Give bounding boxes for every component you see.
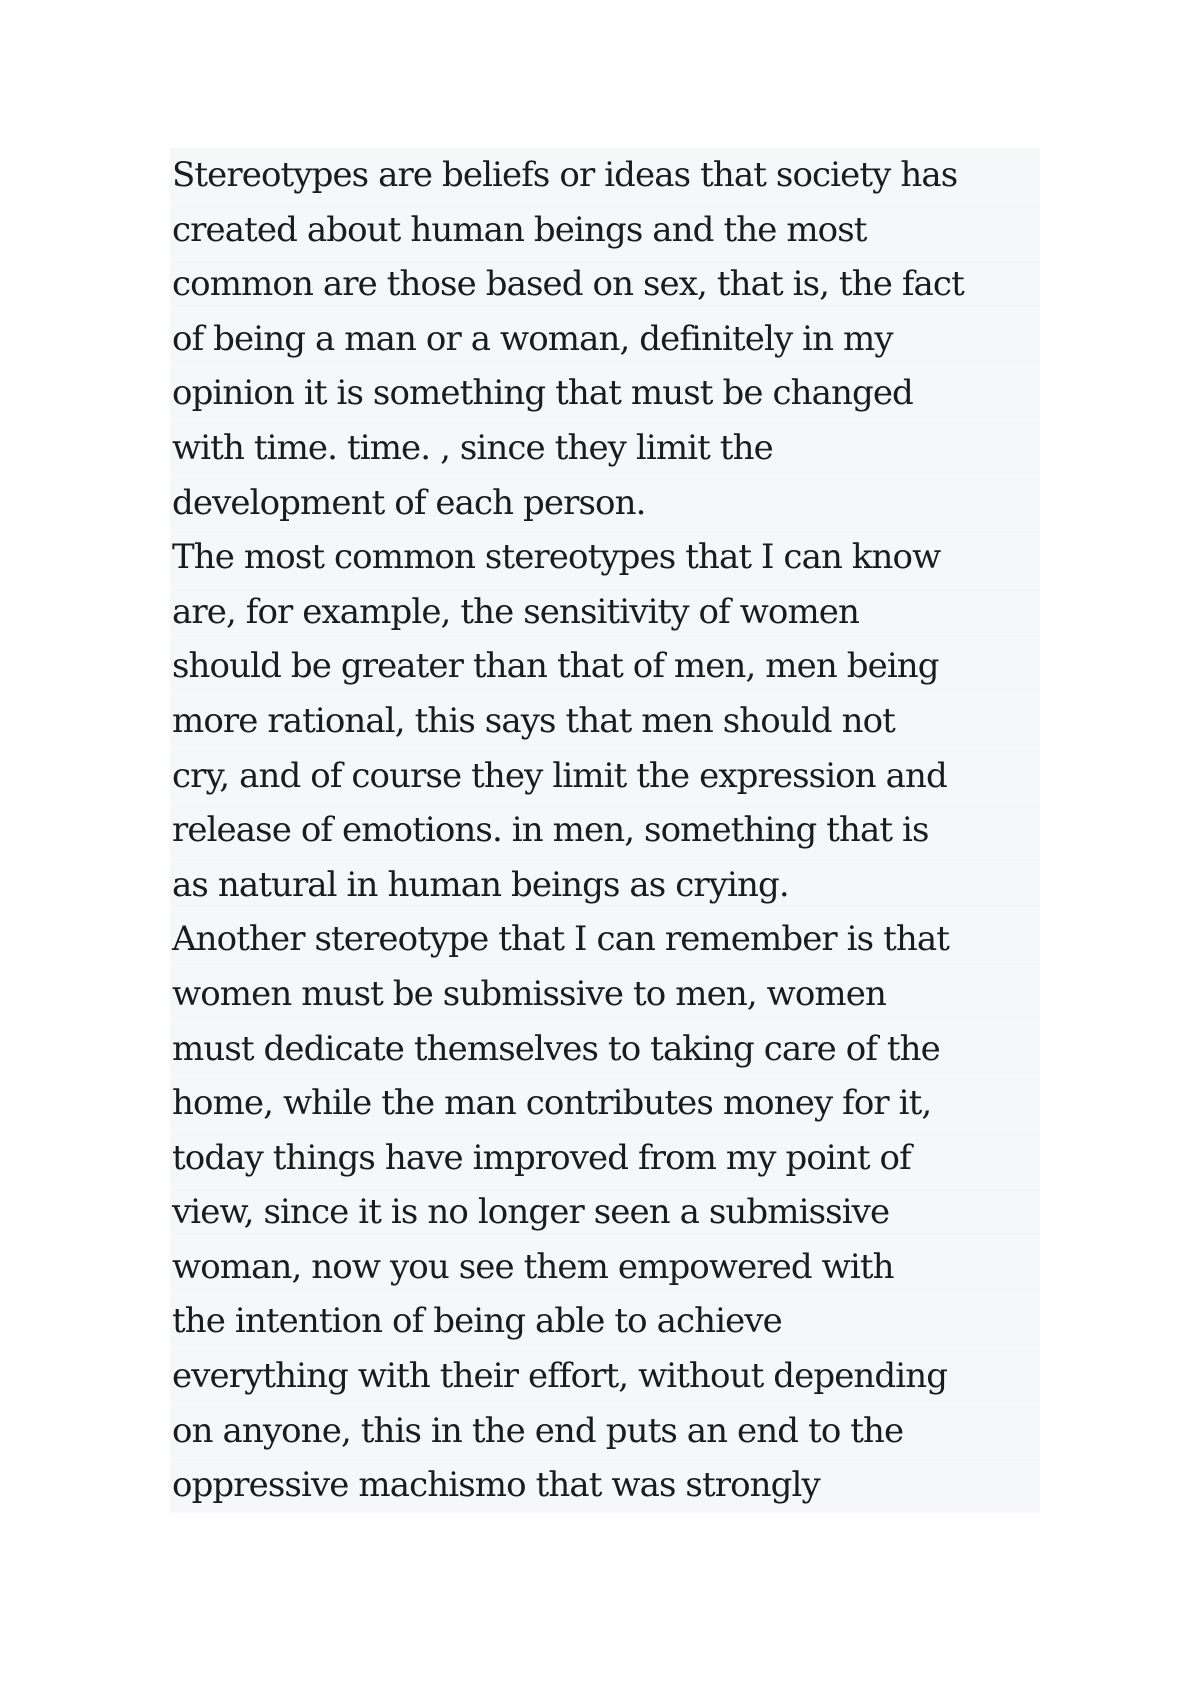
- text-line: of being a man or a woman, definitely in my: [170, 312, 1040, 367]
- text-line: everything with their effort, without depending: [170, 1349, 1040, 1404]
- text-line: created about human beings and the most: [170, 203, 1040, 258]
- text-line: woman, now you see them empowered with: [170, 1240, 1040, 1295]
- text-line: home, while the man contributes money for it,: [170, 1076, 1040, 1131]
- text-line: must dedicate themselves to taking care of the: [170, 1022, 1040, 1077]
- text-line: with time. time. , since they limit the: [170, 421, 1040, 476]
- text-line: are, for example, the sensitivity of women: [170, 585, 1040, 640]
- text-line: view, since it is no longer seen a submissive: [170, 1185, 1040, 1240]
- text-line: on anyone, this in the end puts an end to the: [170, 1404, 1040, 1459]
- text-line: more rational, this says that men should not: [170, 694, 1040, 749]
- text-line: Another stereotype that I can remember is that: [170, 912, 1040, 967]
- text-line: women must be submissive to men, women: [170, 967, 1040, 1022]
- text-line: Stereotypes are beliefs or ideas that society has: [170, 148, 1040, 203]
- text-line: oppressive machismo that was strongly: [170, 1458, 1040, 1513]
- text-line: opinion it is something that must be changed: [170, 366, 1040, 421]
- text-line: The most common stereotypes that I can know: [170, 530, 1040, 585]
- text-line: the intention of being able to achieve: [170, 1294, 1040, 1349]
- text-line: release of emotions. in men, something that is: [170, 803, 1040, 858]
- text-line: should be greater than that of men, men being: [170, 639, 1040, 694]
- text-line: as natural in human beings as crying.: [170, 858, 1040, 913]
- essay-text-block: [170, 148, 1040, 1513]
- text-line: cry, and of course they limit the expression and: [170, 749, 1040, 804]
- text-line: today things have improved from my point of: [170, 1131, 1040, 1186]
- text-line: development of each person.: [170, 476, 1040, 531]
- text-line: common are those based on sex, that is, the fact: [170, 257, 1040, 312]
